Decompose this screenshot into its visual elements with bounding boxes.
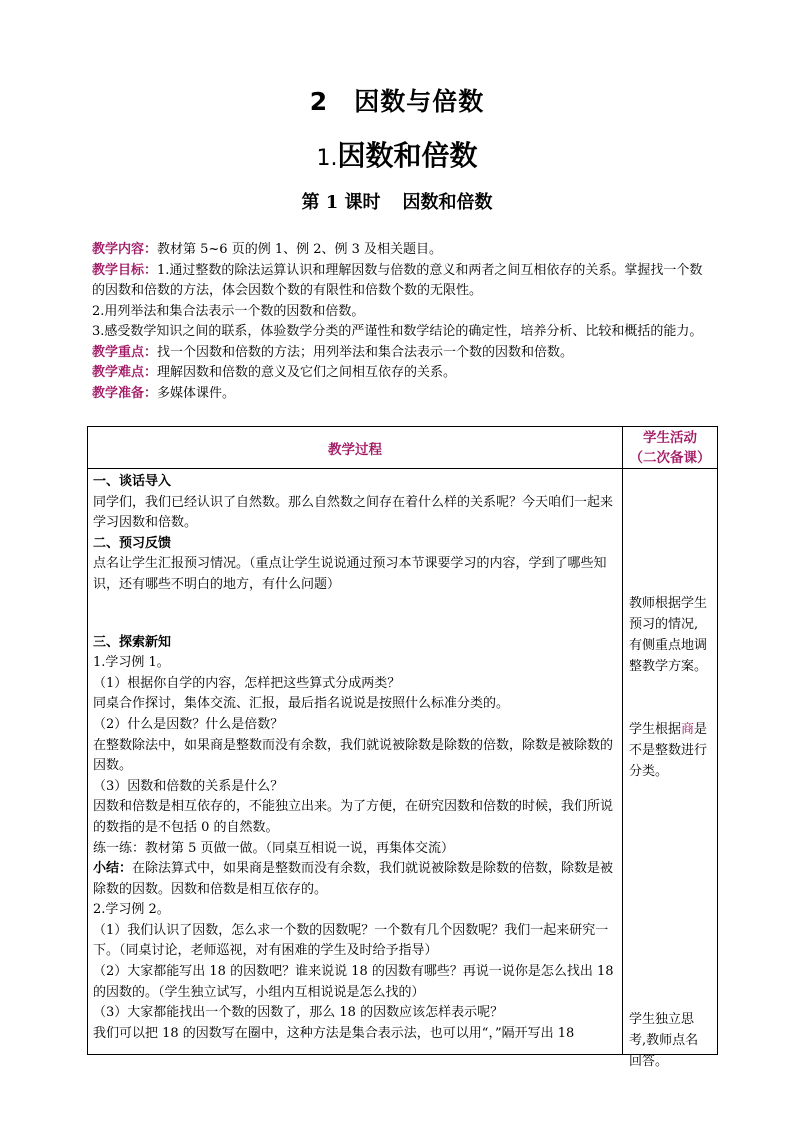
side-note-2-start: 学生根据 bbox=[629, 722, 682, 737]
table-body-row bbox=[88, 469, 718, 1055]
side-note-3: 学生独立思考,教师点名回答。 bbox=[629, 1012, 699, 1069]
unit-title: 因数与倍数 bbox=[354, 87, 485, 116]
lesson-subtitle: 因数和倍数 bbox=[402, 192, 493, 213]
explore-line: （2）什么是因数？什么是倍数？ bbox=[93, 716, 284, 732]
side-note-2-end: 是不是整数进行分类。 bbox=[629, 722, 708, 779]
difficulty-text: 理解因数和倍数的意义及它们之间相互依存的关系。 bbox=[157, 365, 457, 380]
explore-line: 练一练：教材第 5 页做一做。（同桌互相说一说，再集体交流） bbox=[93, 840, 455, 856]
explore-line: 1.学习例 1。 bbox=[93, 655, 170, 671]
section-intro-title: 一、谈话导入 bbox=[93, 474, 172, 489]
process-content bbox=[88, 469, 623, 1055]
goals-row bbox=[92, 261, 714, 302]
goal-3: 3.感受数学知识之间的联系，体验数学分类的严谨性和数学结论的确定性，培养分析、比较和概括的能力。 bbox=[92, 324, 703, 339]
activity-content bbox=[623, 469, 718, 1069]
section-preview-text: 点名让学生汇报预习情况。（重点让学生说说通过预习本节课要学习的内容，学到了哪些知识，还有哪些不明白的地方，有什么问题） bbox=[93, 556, 607, 592]
section-number: 1. bbox=[316, 146, 338, 171]
difficulty-label: 教学难点： bbox=[92, 365, 158, 380]
explore-line: （3）因数和倍数的关系是什么？ bbox=[93, 778, 284, 794]
side-note-1: 教师根据学生预习的情况,有侧重点地调整教学方案。 bbox=[629, 596, 708, 674]
focus-row bbox=[92, 343, 714, 364]
process-header: 教学过程 bbox=[88, 427, 623, 469]
unit-number: 2 bbox=[309, 87, 329, 116]
prep-label: 教学准备： bbox=[92, 385, 158, 401]
content-row bbox=[92, 240, 714, 261]
section-preview-title: 二、预习反馈 bbox=[93, 535, 172, 551]
explore-line: 在整数除法中，如果商是整数而没有余数，我们就说被除数是除数的倍数，除数是被除数的因数。 bbox=[93, 737, 614, 774]
explore-line: 2.学习例 2。 bbox=[93, 902, 170, 918]
activity-header-line1: 学生活动 bbox=[643, 429, 697, 446]
section-intro-text: 同学们，我们已经认识了自然数。那么自然数之间存在着什么样的关系呢？今天咱们一起来学习因数和倍数。 bbox=[93, 494, 614, 531]
difficulty-row bbox=[92, 363, 714, 384]
section-explore-title: 三、探索新知 bbox=[93, 634, 172, 650]
goal-1: 1.通过整数的除法运算认识和理解因数与倍数的意义和两者之间互相依存的关系。掌握找一个数的因数和倍数的方法，体会因数个数的有限性和倍数个数的无限性。 bbox=[92, 262, 703, 298]
explore-line: 我们可以把 18 的因数写在圈中，这种方法是集合表示法，也可以用“，”隔开写出 18 bbox=[93, 1025, 575, 1041]
table-header-row bbox=[88, 427, 718, 469]
section-title: 因数和倍数 bbox=[337, 139, 478, 172]
lesson-heading bbox=[0, 188, 794, 214]
focus-label: 教学重点： bbox=[92, 344, 158, 360]
side-note-2-highlight: 商 bbox=[681, 722, 695, 737]
explore-line: （2）大家都能写出 18 的因数吧？谁来说说 18 的因数有哪些？再说一说你是怎么找出 18 的因数的。（学生独立试写，小组内互相说说是怎么找的） bbox=[93, 964, 614, 1000]
summary-text: 在除法算式中，如果商是整数而没有余数，我们就说被除数是除数的倍数，除数是被除数的因数。因数和倍数是相互依存的。 bbox=[93, 861, 614, 897]
summary-label: 小结： bbox=[93, 861, 133, 877]
section-heading bbox=[0, 134, 794, 174]
summary-line bbox=[93, 859, 617, 900]
activity-header-line2: （二次备课） bbox=[629, 449, 711, 466]
focus-text: 找一个因数和倍数的方法；用列举法和集合法表示一个数的因数和倍数。 bbox=[157, 344, 574, 360]
goals-label: 教学目标： bbox=[92, 262, 158, 278]
lesson-meta bbox=[92, 240, 714, 404]
side-note-2 bbox=[629, 719, 711, 782]
goal-2: 2.用列举法和集合法表示一个数的因数和倍数。 bbox=[92, 303, 365, 319]
explore-line: （1）我们认识了因数，怎么求一个数的因数呢？一个数有几个因数呢？我们一起来研究一下。（同桌讨论，老师巡视，对有困难的学生及时给予指导） bbox=[93, 922, 609, 959]
prep-text: 多媒体课件。 bbox=[157, 385, 236, 401]
content-text: 教材第 5~6 页的例 1、例 2、例 3 及相关题目。 bbox=[157, 242, 443, 257]
explore-line: 因数和倍数是相互依存的，不能独立出来。为了方便，在研究因数和倍数的时候，我们所说的数指的是不包括 0 的自然数。 bbox=[93, 799, 614, 835]
activity-header bbox=[623, 427, 718, 469]
content-label: 教学内容： bbox=[92, 242, 158, 257]
lesson-title: 第 1 课时 bbox=[301, 192, 381, 213]
explore-line: （1）根据你自学的内容，怎样把这些算式分成两类？ bbox=[93, 675, 401, 691]
explore-line: （3）大家都能找出一个数的因数了，那么 18 的因数应该怎样表示呢？ bbox=[93, 1005, 504, 1021]
teaching-process-table bbox=[87, 426, 718, 1069]
prep-row bbox=[92, 384, 714, 405]
explore-line: 同桌合作探讨，集体交流、汇报，最后指名说说是按照什么标准分类的。 bbox=[93, 696, 510, 712]
unit-heading bbox=[0, 82, 794, 118]
